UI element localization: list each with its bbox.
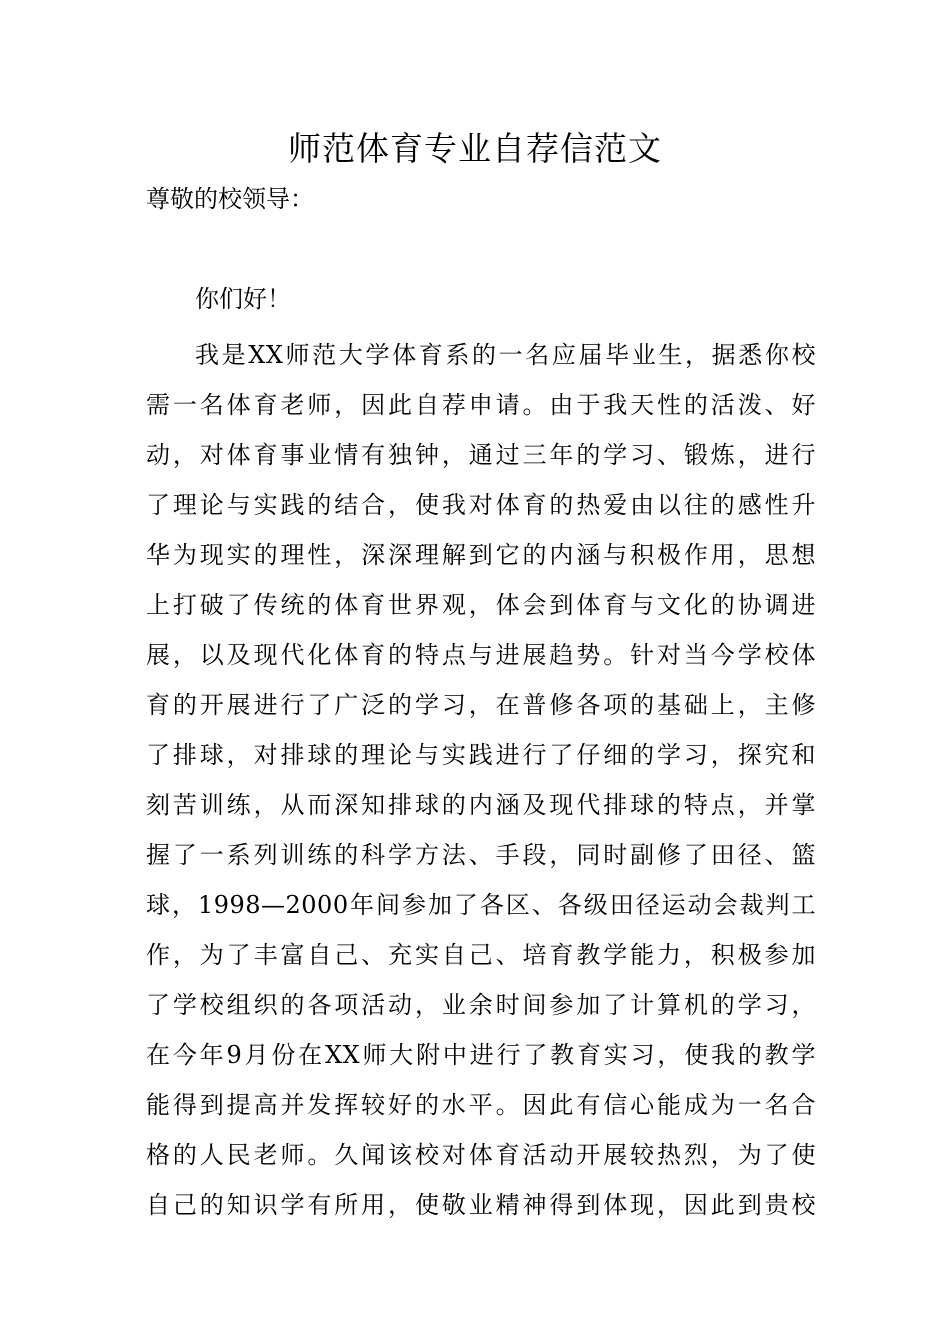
body-line: 在今年9月份在XX师大附中进行了教育实习，使我的教学 bbox=[146, 1041, 816, 1069]
body-paragraph bbox=[146, 330, 816, 1230]
body-line: 华为现实的理性，深深理解到它的内涵与积极作用，思想 bbox=[146, 541, 816, 569]
body-line: 展，以及现代化体育的特点与进展趋势。针对当今学校体 bbox=[146, 641, 816, 669]
body-line: 格的人民老师。久闻该校对体育活动开展较热烈，为了使 bbox=[146, 1141, 816, 1169]
document-title: 师范体育专业自荐信范文 bbox=[288, 129, 662, 168]
body-line: 球，1998—2000年间参加了各区、各级田径运动会裁判工 bbox=[146, 891, 816, 919]
body-line: 动，对体育事业情有独钟，通过三年的学习、锻炼，进行 bbox=[146, 441, 816, 469]
body-line: 刻苦训练，从而深知排球的内涵及现代排球的特点，并掌 bbox=[146, 791, 816, 819]
body-line: 握了一系列训练的科学方法、手段，同时副修了田径、篮 bbox=[146, 841, 816, 869]
body-line: 了排球，对排球的理论与实践进行了仔细的学习，探究和 bbox=[146, 741, 816, 769]
body-line: 我是XX师范大学体育系的一名应届毕业生，据悉你校 bbox=[195, 341, 816, 369]
body-line: 需一名体育老师，因此自荐申请。由于我天性的活泼、好 bbox=[146, 391, 816, 419]
body-line: 能得到提高并发挥较好的水平。因此有信心能成为一名合 bbox=[146, 1091, 816, 1119]
body-line: 上打破了传统的体育世界观，体会到体育与文化的协调进 bbox=[146, 591, 816, 619]
body-line: 了学校组织的各项活动，业余时间参加了计算机的学习， bbox=[146, 991, 816, 1019]
salutation: 尊敬的校领导： bbox=[146, 185, 314, 213]
body-line: 作，为了丰富自己、充实自己、培育教学能力，积极参加 bbox=[146, 941, 816, 969]
body-line: 了理论与实践的结合，使我对体育的热爱由以往的感性升 bbox=[146, 491, 816, 519]
body-line: 自己的知识学有所用，使敬业精神得到体现，因此到贵校 bbox=[146, 1191, 816, 1219]
greeting: 你们好！ bbox=[195, 285, 291, 313]
body-line: 育的开展进行了广泛的学习，在普修各项的基础上，主修 bbox=[146, 691, 816, 719]
